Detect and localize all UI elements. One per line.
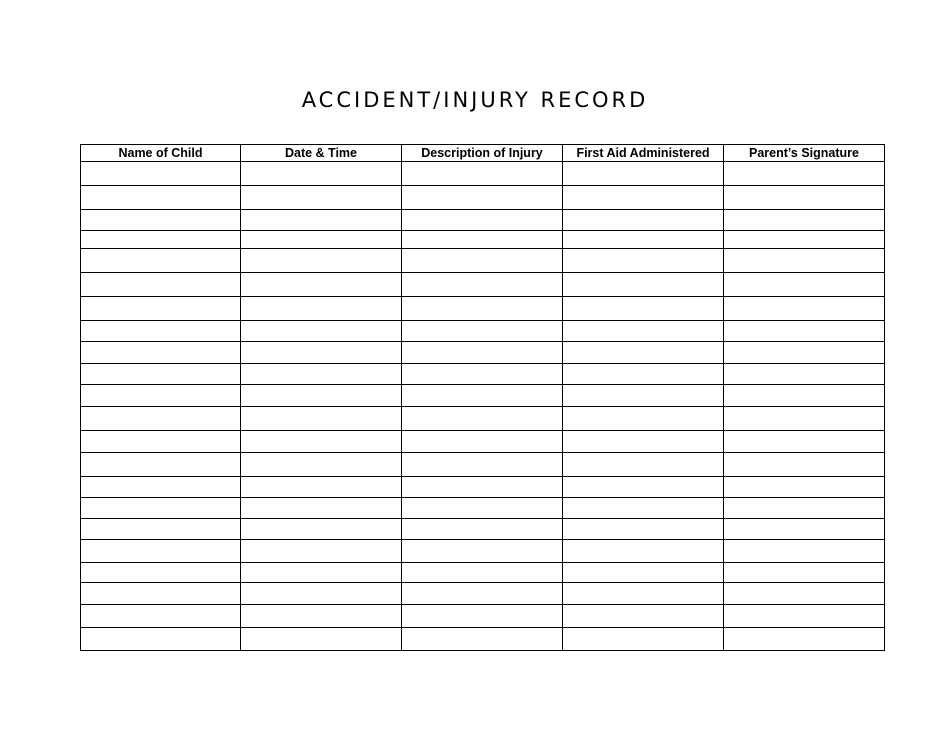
table-row — [81, 540, 885, 563]
table-cell — [241, 563, 402, 583]
table-cell — [402, 628, 563, 651]
table-cell — [402, 249, 563, 273]
table-cell — [563, 321, 724, 342]
table-cell — [241, 249, 402, 273]
table-row — [81, 210, 885, 231]
table-row — [81, 342, 885, 364]
table-cell — [563, 273, 724, 297]
column-header-description-of-injury: Description of Injury — [402, 145, 563, 162]
table-cell — [724, 162, 885, 186]
column-header-parents-signature: Parent’s Signature — [724, 145, 885, 162]
table-body — [81, 162, 885, 651]
table-row — [81, 628, 885, 651]
column-header-name-of-child: Name of Child — [81, 145, 241, 162]
table-cell — [724, 321, 885, 342]
table-cell — [241, 186, 402, 210]
table-row — [81, 453, 885, 477]
table-cell — [563, 540, 724, 563]
table-cell — [724, 407, 885, 431]
table-cell — [563, 249, 724, 273]
table-cell — [563, 477, 724, 498]
table-cell — [563, 628, 724, 651]
table-cell — [402, 477, 563, 498]
table-cell — [81, 249, 241, 273]
table-cell — [241, 407, 402, 431]
table-cell — [241, 162, 402, 186]
table-cell — [402, 297, 563, 321]
table-cell — [402, 321, 563, 342]
table-row — [81, 605, 885, 628]
table-cell — [563, 519, 724, 540]
table-cell — [81, 628, 241, 651]
table-cell — [563, 407, 724, 431]
table-cell — [563, 231, 724, 249]
table-cell — [241, 273, 402, 297]
table-cell — [81, 231, 241, 249]
table-cell — [81, 297, 241, 321]
table-cell — [402, 563, 563, 583]
table-cell — [241, 477, 402, 498]
table-cell — [563, 385, 724, 407]
table-cell — [402, 273, 563, 297]
table-cell — [81, 519, 241, 540]
table-cell — [402, 186, 563, 210]
table-cell — [241, 231, 402, 249]
table-cell — [402, 583, 563, 605]
table-row — [81, 249, 885, 273]
table-cell — [563, 453, 724, 477]
table-cell — [724, 210, 885, 231]
table-cell — [402, 210, 563, 231]
table-row — [81, 231, 885, 249]
table-cell — [724, 431, 885, 453]
table-cell — [241, 385, 402, 407]
table-cell — [724, 342, 885, 364]
column-header-first-aid-administered: First Aid Administered — [563, 145, 724, 162]
table-row — [81, 385, 885, 407]
table-cell — [241, 498, 402, 519]
table-cell — [563, 583, 724, 605]
table-cell — [402, 605, 563, 628]
table-row — [81, 321, 885, 342]
table-row — [81, 162, 885, 186]
table-cell — [402, 342, 563, 364]
table-cell — [563, 162, 724, 186]
table-cell — [81, 385, 241, 407]
table-cell — [563, 605, 724, 628]
table-row — [81, 364, 885, 385]
table-cell — [81, 364, 241, 385]
table-cell — [241, 605, 402, 628]
table-header-row — [81, 145, 885, 162]
table-cell — [402, 453, 563, 477]
table-cell — [402, 364, 563, 385]
table-cell — [724, 249, 885, 273]
table-cell — [81, 453, 241, 477]
table-cell — [402, 431, 563, 453]
table-cell — [563, 364, 724, 385]
table-row — [81, 477, 885, 498]
table-cell — [241, 321, 402, 342]
table-cell — [81, 210, 241, 231]
table-cell — [724, 273, 885, 297]
table-cell — [724, 231, 885, 249]
table-cell — [81, 273, 241, 297]
table-cell — [563, 431, 724, 453]
table-cell — [402, 519, 563, 540]
table-cell — [81, 162, 241, 186]
table-row — [81, 297, 885, 321]
table-cell — [241, 519, 402, 540]
table-cell — [724, 385, 885, 407]
table-cell — [81, 540, 241, 563]
table-row — [81, 498, 885, 519]
table-cell — [563, 297, 724, 321]
table-cell — [241, 342, 402, 364]
table-cell — [402, 540, 563, 563]
table-cell — [241, 297, 402, 321]
table-cell — [241, 431, 402, 453]
table-cell — [402, 498, 563, 519]
table-cell — [724, 477, 885, 498]
table-cell — [81, 321, 241, 342]
table-cell — [81, 605, 241, 628]
table-row — [81, 431, 885, 453]
table-cell — [402, 231, 563, 249]
table-cell — [81, 477, 241, 498]
table-cell — [81, 583, 241, 605]
table-cell — [724, 563, 885, 583]
table-row — [81, 407, 885, 431]
table-cell — [724, 498, 885, 519]
page-title: ACCIDENT/INJURY RECORD — [301, 88, 649, 112]
table-cell — [724, 540, 885, 563]
table-cell — [724, 583, 885, 605]
table-cell — [563, 498, 724, 519]
table-cell — [241, 628, 402, 651]
table-cell — [563, 342, 724, 364]
table-cell — [241, 210, 402, 231]
table-cell — [724, 519, 885, 540]
table-row — [81, 563, 885, 583]
table-cell — [402, 162, 563, 186]
table-cell — [81, 498, 241, 519]
table-cell — [81, 563, 241, 583]
table-cell — [724, 364, 885, 385]
accident-injury-table — [80, 144, 885, 651]
table-cell — [402, 407, 563, 431]
table-row — [81, 186, 885, 210]
table-cell — [724, 453, 885, 477]
table-cell — [563, 563, 724, 583]
table-cell — [241, 540, 402, 563]
table-cell — [241, 453, 402, 477]
table-cell — [724, 628, 885, 651]
table-cell — [81, 186, 241, 210]
table-cell — [402, 385, 563, 407]
column-header-date-time: Date & Time — [241, 145, 402, 162]
table-cell — [241, 583, 402, 605]
table-cell — [563, 186, 724, 210]
table-row — [81, 273, 885, 297]
table-row — [81, 519, 885, 540]
table-cell — [81, 407, 241, 431]
table-cell — [81, 431, 241, 453]
table-cell — [724, 186, 885, 210]
table-cell — [563, 210, 724, 231]
table-cell — [724, 297, 885, 321]
table-cell — [81, 342, 241, 364]
table-row — [81, 583, 885, 605]
table-cell — [241, 364, 402, 385]
table-cell — [724, 605, 885, 628]
